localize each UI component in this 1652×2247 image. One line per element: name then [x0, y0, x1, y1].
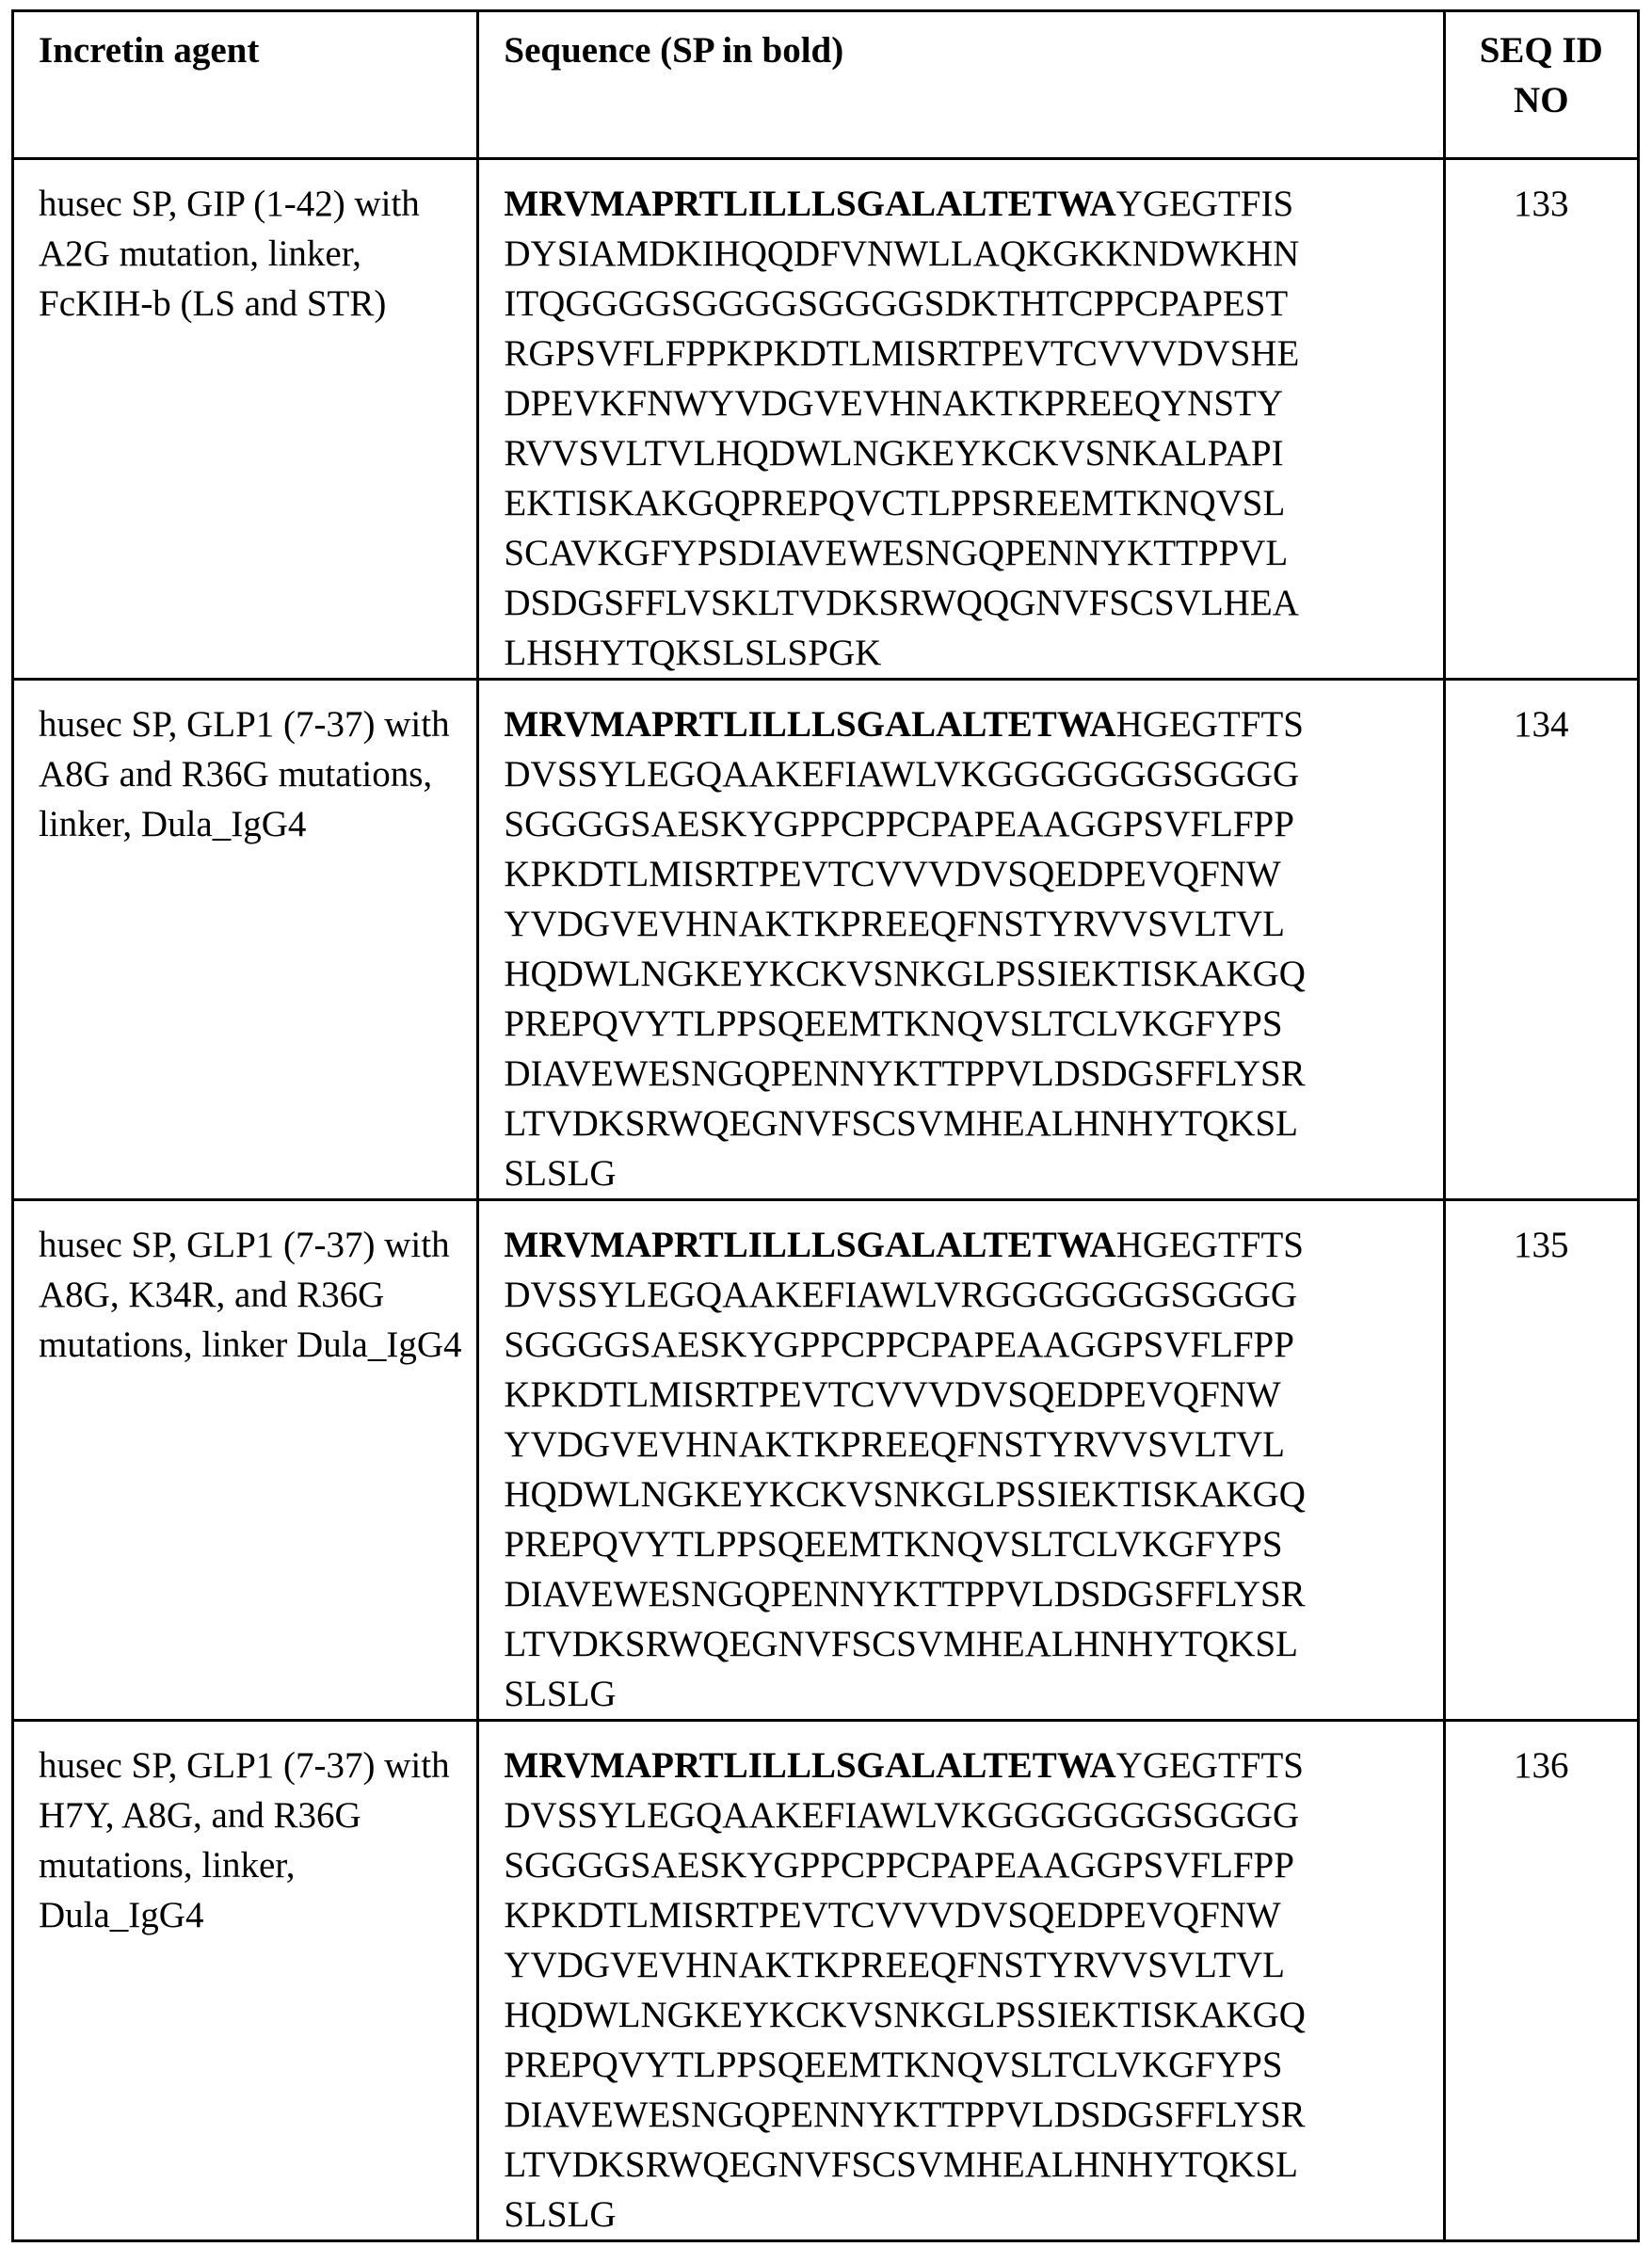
sequence-line: SGGGGSAESKYGPPCPPCPAPEAAGGPSVFLFPP [504, 799, 1429, 849]
header-incretin-agent: Incretin agent [13, 11, 478, 159]
sequence-line [504, 1741, 1429, 1790]
sequence-line [504, 699, 1429, 749]
sequence-line: DVSSYLEGQAAKEFIAWLVKGGGGGGGSGGGG [504, 1790, 1429, 1840]
sequence-line: KPKDTLMISRTPEVTCVVVDVSQEDPEVQFNW [504, 849, 1429, 899]
sequence-line: HQDWLNGKEYKCKVSNKGLPSSIEKTISKAKGQ [504, 949, 1429, 999]
incretin-sequence-table [11, 9, 1640, 2242]
sequence-line: RGPSVFLFPPKPKDTLMISRTPEVTCVVVDVSHE [504, 329, 1429, 378]
signal-peptide: MRVMAPRTLILLLSGALALTETWA [504, 184, 1115, 224]
agent-cell: husec SP, GLP1 (7-37) with A8G, K34R, and R36G mutations, linker Dula_IgG4 [13, 1200, 478, 1721]
sequence-cell [478, 1721, 1444, 2241]
sequence-line: EKTISKAKGQPREPQVCTLPPSREEMTKNQVSL [504, 478, 1429, 528]
sequence-line: HQDWLNGKEYKCKVSNKGLPSSIEKTISKAKGQ [504, 1990, 1429, 2040]
seq-id-cell: 134 [1444, 680, 1638, 1200]
sequence-line: YVDGVEVHNAKTKPREEQFNSTYRVVSVLTVL [504, 1940, 1429, 1990]
sequence-cell [478, 159, 1444, 680]
sequence-cell [478, 680, 1444, 1200]
seq-id-cell: 135 [1444, 1200, 1638, 1721]
sequence-text: YGEGTFTS [1116, 1745, 1304, 1786]
sequence-line: ITQGGGGSGGGGSGGGGSDKTHTCPPCPAPEST [504, 279, 1429, 329]
sequence-line: RVVSVLTVLHQDWLNGKEYKCKVSNKALPAPI [504, 428, 1429, 478]
sequence-text: HGEGTFTS [1116, 1225, 1304, 1265]
sequence-line: KPKDTLMISRTPEVTCVVVDVSQEDPEVQFNW [504, 1890, 1429, 1940]
sequence-line: PREPQVYTLPPSQEEMTKNQVSLTCLVKGFYPS [504, 2040, 1429, 2090]
sequence-line: SLSLG [504, 1148, 1429, 1198]
table-row [13, 680, 1639, 1200]
sequence-line: SGGGGSAESKYGPPCPPCPAPEAAGGPSVFLFPP [504, 1320, 1429, 1370]
sequence-line: SLSLG [504, 1669, 1429, 1719]
sequence-text: YGEGTFIS [1116, 184, 1294, 224]
sequence-line: DVSSYLEGQAAKEFIAWLVKGGGGGGGSGGGG [504, 749, 1429, 799]
sequence-line: HQDWLNGKEYKCKVSNKGLPSSIEKTISKAKGQ [504, 1469, 1429, 1519]
sequence-cell [478, 1200, 1444, 1721]
agent-cell: husec SP, GLP1 (7-37) with H7Y, A8G, and R36G mutations, linker, Dula_IgG4 [13, 1721, 478, 2241]
agent-cell: husec SP, GIP (1-42) with A2G mutation, linker, FcKIH-b (LS and STR) [13, 159, 478, 680]
sequence-line: DIAVEWESNGQPENNYKTTPPVLDSDGSFFLYSR [504, 2090, 1429, 2140]
sequence-line: YVDGVEVHNAKTKPREEQFNSTYRVVSVLTVL [504, 899, 1429, 949]
sequence-line: DYSIAMDKIHQQDFVNWLLAQKGKKNDWKHN [504, 229, 1429, 279]
sequence-line: DPEVKFNWYVDGVEVHNAKTKPREEQYNSTY [504, 378, 1429, 428]
table-row [13, 1721, 1639, 2241]
sequence-line: LTVDKSRWQEGNVFSCSVMHEALHNHYTQKSL [504, 1619, 1429, 1669]
sequence-line: LTVDKSRWQEGNVFSCSVMHEALHNHYTQKSL [504, 2140, 1429, 2190]
sequence-text: HGEGTFTS [1116, 704, 1304, 745]
sequence-line: PREPQVYTLPPSQEEMTKNQVSLTCLVKGFYPS [504, 1519, 1429, 1569]
agent-cell: husec SP, GLP1 (7-37) with A8G and R36G mutations, linker, Dula_IgG4 [13, 680, 478, 1200]
sequence-line: DVSSYLEGQAAKEFIAWLVRGGGGGGGSGGGG [504, 1270, 1429, 1320]
table-row [13, 1200, 1639, 1721]
sequence-line: DIAVEWESNGQPENNYKTTPPVLDSDGSFFLYSR [504, 1049, 1429, 1099]
sequence-line: DIAVEWESNGQPENNYKTTPPVLDSDGSFFLYSR [504, 1569, 1429, 1619]
header-row [13, 11, 1639, 159]
sequence-line: KPKDTLMISRTPEVTCVVVDVSQEDPEVQFNW [504, 1370, 1429, 1420]
table-row [13, 159, 1639, 680]
sequence-line: SCAVKGFYPSDIAVEWESNGQPENNYKTTPPVL [504, 528, 1429, 578]
signal-peptide: MRVMAPRTLILLLSGALALTETWA [504, 704, 1115, 745]
sequence-line [504, 179, 1429, 229]
header-seq-id: SEQ ID NO [1444, 11, 1638, 159]
sequence-line [504, 1220, 1429, 1270]
seq-id-cell: 136 [1444, 1721, 1638, 2241]
sequence-line: PREPQVYTLPPSQEEMTKNQVSLTCLVKGFYPS [504, 999, 1429, 1049]
signal-peptide: MRVMAPRTLILLLSGALALTETWA [504, 1745, 1115, 1786]
header-sequence: Sequence (SP in bold) [478, 11, 1444, 159]
seq-id-cell: 133 [1444, 159, 1638, 680]
signal-peptide: MRVMAPRTLILLLSGALALTETWA [504, 1225, 1115, 1265]
sequence-line: LTVDKSRWQEGNVFSCSVMHEALHNHYTQKSL [504, 1099, 1429, 1148]
sequence-line: SLSLG [504, 2190, 1429, 2239]
sequence-line: LHSHYTQKSLSLSPGK [504, 628, 1429, 678]
sequence-line: YVDGVEVHNAKTKPREEQFNSTYRVVSVLTVL [504, 1420, 1429, 1469]
sequence-line: DSDGSFFLVSKLTVDKSRWQQGNVFSCSVLHEA [504, 578, 1429, 628]
sequence-line: SGGGGSAESKYGPPCPPCPAPEAAGGPSVFLFPP [504, 1840, 1429, 1890]
